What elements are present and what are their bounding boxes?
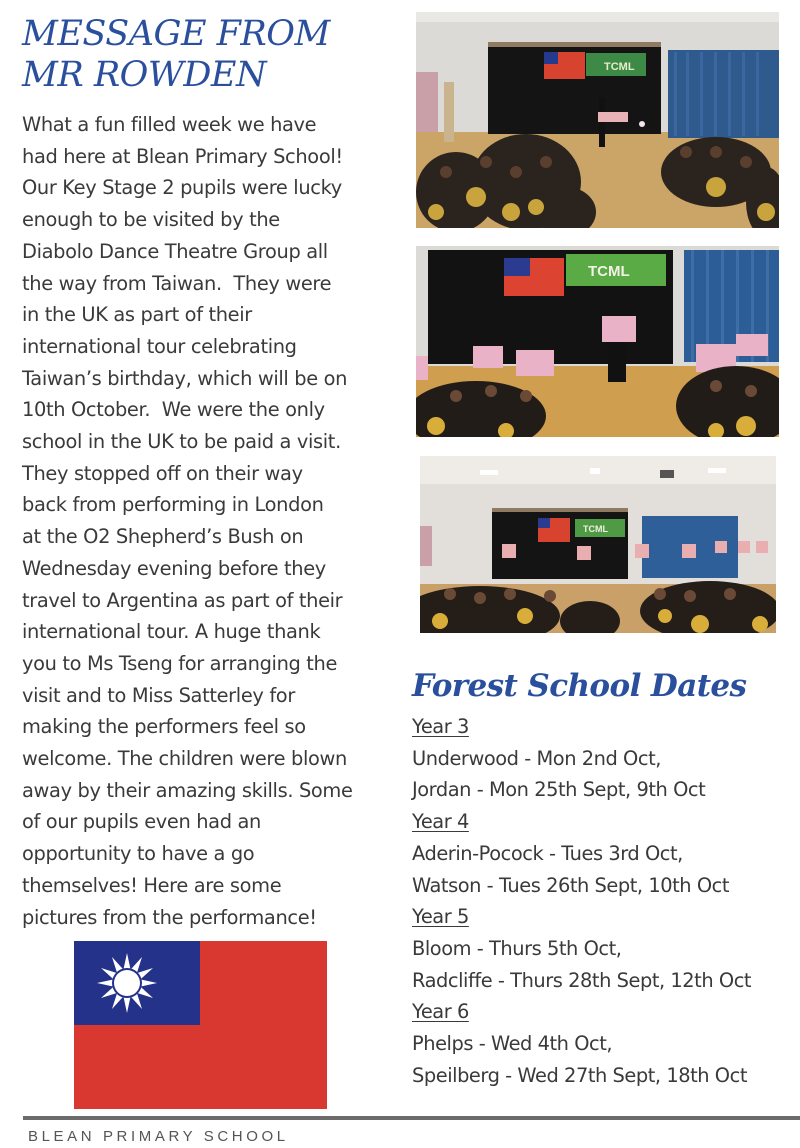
message-line: away by their amazing skills. Some [22,778,353,802]
message-line: Diabolo Dance Theatre Group all [22,239,328,263]
message-title-line2: MR ROWDEN [22,55,267,95]
message-line: welcome. The children were blown [22,747,347,771]
performance-photo-3 [420,456,776,633]
date-entry: Speilberg - Wed 27th Sept, 18th Oct [412,1063,747,1087]
message-line: enough to be visited by the [22,208,280,232]
message-line: 10th October. We were the only [22,398,325,422]
message-line: What a fun filled week we have [22,113,317,136]
date-entry: Underwood - Mon 2nd Oct, [412,746,661,770]
message-line: had here at Blean Primary School! [22,144,343,168]
message-line: back from performing in London [22,493,324,517]
message-line: of our pupils even had an [22,810,261,834]
tcml-banner-text: TCML [583,524,608,534]
message-line: travel to Argentina as part of their [22,588,343,612]
message-line: the way from Taiwan. They were [22,271,332,295]
message-line: Wednesday evening before they [22,556,326,580]
date-entry: Bloom - Thurs 5th Oct, [412,936,622,960]
footer-school-name: BLEAN PRIMARY SCHOOL [28,1128,289,1145]
message-title [22,14,402,96]
message-line: in the UK as part of their [22,303,252,327]
date-entry: Jordan - Mon 25th Sept, 9th Oct [412,778,706,802]
date-entry: Watson - Tues 26th Sept, 10th Oct [412,873,729,897]
performance-photo-2 [416,246,779,437]
message-line: school in the UK to be paid a visit. [22,430,341,454]
footer-divider [23,1116,800,1120]
message-title-line1: MESSAGE FROM [22,14,330,54]
message-line: They stopped off on their way [22,461,303,485]
message-line: international tour. A huge thank [22,620,321,644]
year-heading: Year 5 [412,905,469,929]
white-sun-icon [95,951,159,1015]
message-line: international tour celebrating [22,334,297,358]
date-entry: Phelps - Wed 4th Oct, [412,1032,613,1056]
message-line: pictures from the performance! [22,905,317,929]
year-heading: Year 3 [412,715,469,738]
date-entry: Aderin-Pocock - Tues 3rd Oct, [412,841,683,865]
message-line: Our Key Stage 2 pupils were lucky [22,176,342,200]
year-heading: Year 4 [412,810,469,834]
message-line: Taiwan’s birthday, which will be on [22,366,348,390]
tcml-banner-text: TCML [604,61,635,73]
message-line: you to Ms Tseng for arranging the [22,651,338,675]
year-heading: Year 6 [412,1000,469,1024]
tcml-banner-text: TCML [588,263,630,280]
message-line: visit and to Miss Satterley for [22,683,295,707]
message-line: at the O2 Shepherd’s Bush on [22,525,304,549]
taiwan-flag-image [74,941,327,1109]
message-line: themselves! Here are some [22,873,282,897]
message-line: opportunity to have a go [22,842,255,866]
performance-photo-1 [416,12,779,228]
message-line: making the performers feel so [22,715,306,739]
message-body [22,109,384,933]
forest-school-title: Forest School Dates [412,668,747,704]
date-entry: Radcliffe - Thurs 28th Sept, 12th Oct [412,968,752,992]
forest-school-dates [412,711,797,1091]
